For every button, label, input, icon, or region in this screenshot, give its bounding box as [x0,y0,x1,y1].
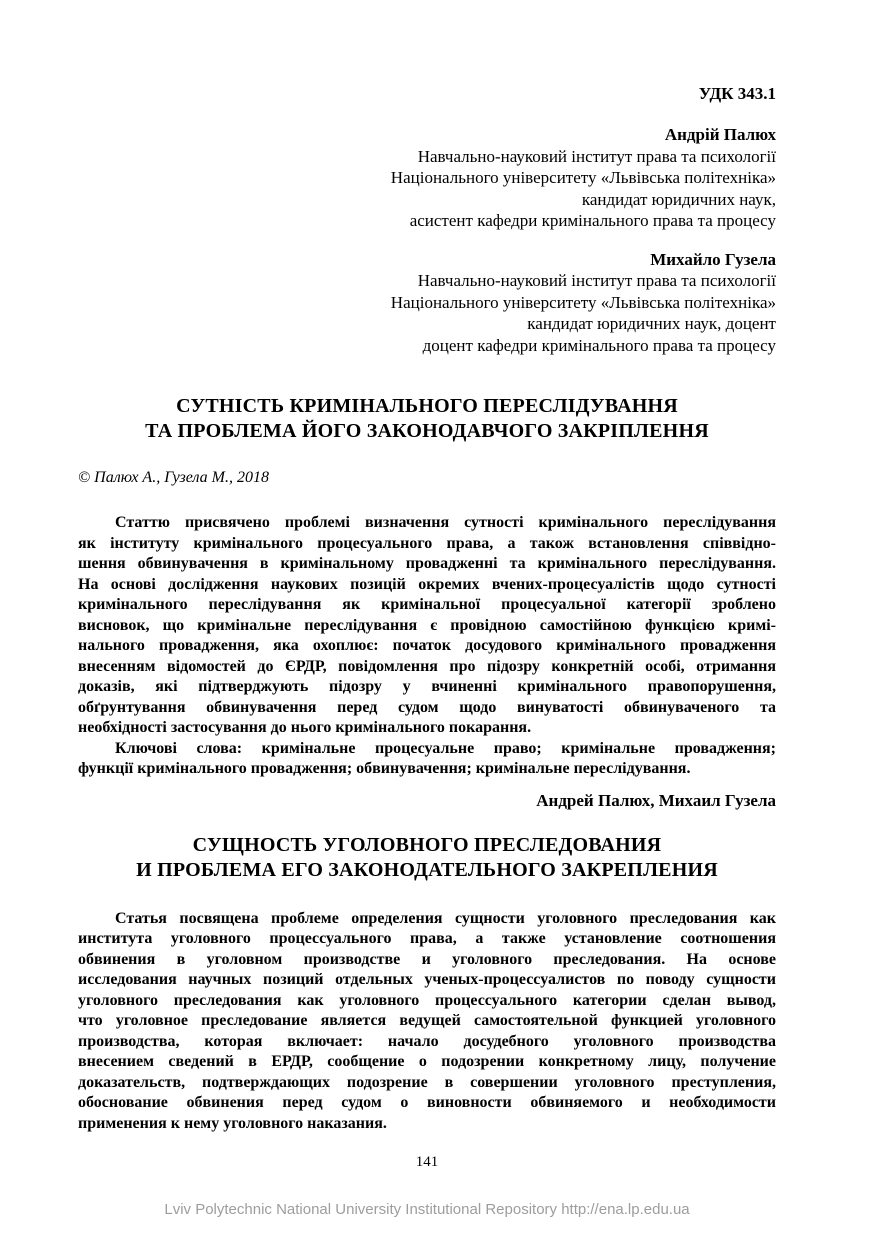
text-line: ТА ПРОБЛЕМА ЙОГО ЗАКОНОДАВЧОГО ЗАКРІПЛЕННЯ [145,420,709,442]
text-line: исследования научных позиций отдельных ученых-процессуалистов по поводу сущности [78,971,776,988]
text-line: что уголовное преследование является ведущей самостоятельной функцией уголовного [78,1012,776,1029]
text-line: внесением сведений в ЕРДР, сообщение о подозрении конкретному лицу, получение [78,1053,776,1070]
text-line: И ПРОБЛЕМА ЕГО ЗАКОНОДАТЕЛЬНОГО ЗАКРЕПЛЕНИЯ [136,858,718,881]
text-line: доцент кафедри кримінального права та процесу [422,335,776,355]
text-line: обоснование обвинения перед судом о виновности обвиняемого и необходимости [78,1094,776,1111]
text-line: кандидат юридичних наук, доцент [527,314,776,333]
author-block-1 [78,124,776,232]
text-line: обвинения в уголовном производстве и уголовного преследования. На основе [78,950,776,968]
text-line: Національного університету «Львівська політехніка» [390,292,776,312]
text-line: кримінального переслідування як кримінальної процесуальної категорії зроблено [78,596,776,613]
text-line: асистент кафедри кримінального права та процесу [409,211,776,230]
text-line: доказів, які підтверджують підозру у вчиненні кримінального правопорушення, [78,678,776,695]
text-line: Навчально-науковий інститут права та психології [417,271,776,290]
text-line: шення обвинувачення в кримінальному провадженні та кримінального переслідування. [78,555,776,572]
text-line: нального провадження, яка охоплює: початок досудового кримінального провадження [78,637,776,654]
text-line: СУТНІСТЬ КРИМІНАЛЬНОГО ПЕРЕСЛІДУВАННЯ [176,395,678,417]
text-line: кандидат юридичних наук, [581,189,776,209]
text-line: як інституту кримінального процесуального права, а також встановлення співвідно- [78,534,776,552]
article-title-uk [78,394,776,444]
text-line: внесенням відомостей до ЄРДР, повідомлення про підозру конкретній особі, отримання [78,657,776,675]
text-line: Статтю присвячено проблемі визначення сутності кримінального переслідування [115,514,776,531]
page-number: 141 [415,1154,439,1170]
text-line: Національного університету «Львівська політехніка» [390,168,776,187]
author-name: Михайло Гузела [650,249,776,269]
text-line: необхідності застосування до нього кримінального покарання. [78,719,532,736]
author-affiliation [78,270,776,356]
text-line: Статья посвящена проблеме определения сущности уголовного преследования как [115,909,776,927]
text-line: уголовного преследования как уголовного процессуального категории сделан вывод, [78,991,776,1009]
author-block-2 [78,249,776,357]
text-line: обґрунтування обвинувачення перед судом щодо винуватості обвинуваченого та [78,698,776,716]
text-line: института уголовного процессуального права, а также установление соотношения [78,930,776,947]
text-line: функції кримінального провадження; обвинувачення; кримінальне переслідування. [78,760,691,777]
text-line: применения к нему уголовного наказания. [78,1114,387,1132]
abstract-ru [78,909,776,1135]
repository-footer: Lviv Polytechnic National University Institutional Repository http://ena.lp.edu.ua [164,1201,690,1218]
author-name: Андрій Палюх [664,125,776,144]
authors-ru-line: Андрей Палюх, Михаил Гузела [536,790,776,810]
abstract-uk [78,513,776,739]
udc-number: УДК 343.1 [698,84,776,103]
page-content [0,83,876,1220]
text-line: доказательств, подтверждающих подозрение в совершении уголовного преступления, [78,1073,776,1091]
article-title-ru [78,833,776,883]
text-line: висновок, що кримінальне переслідування є провідною самостійною функцією кримі- [78,616,776,634]
author-affiliation [78,146,776,232]
text-line: Навчально-науковий інститут права та психології [417,146,776,166]
text-line: СУЩНОСТЬ УГОЛОВНОГО ПРЕСЛЕДОВАНИЯ [192,833,662,856]
text-line: На основі дослідження наукових позицій окремих вчених-процесуалістів щодо сутності [78,575,776,593]
copyright-line: © Палюх А., Гузела М., 2018 [78,469,269,486]
text-line: Ключові слова: кримінальне процесуальне право; кримінальне провадження; [115,739,776,757]
text-line: производства, которая включает: начало досудебного уголовного производства [78,1032,776,1050]
keywords-uk [78,739,776,780]
